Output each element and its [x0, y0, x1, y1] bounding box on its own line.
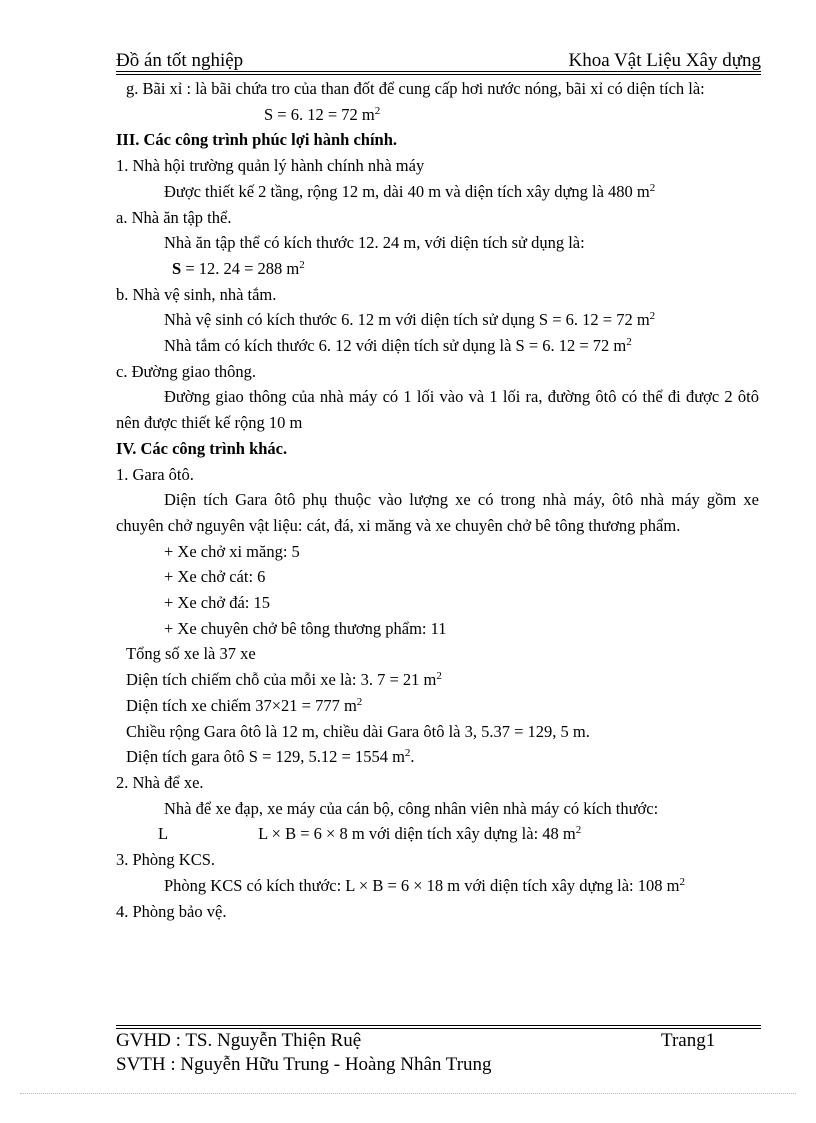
paragraph: g. Bãi xỉ : là bãi chứa tro của than đốt để cung cấp hơi nước nóng, bãi xỉ có diện tích là: — [126, 79, 705, 98]
footer-students: SVTH : Nguyễn Hữu Trung - Hoàng Nhân Trung — [116, 1054, 492, 1075]
list-item: + Xe chuyên chở bê tông thương phẩm: 11 — [164, 618, 447, 638]
paragraph: Diện tích chiếm chỗ của mỗi xe là: 3. 7 = 21 $m^2$ — [126, 670, 442, 690]
document-body — [116, 76, 759, 924]
paragraph: Chiều rộng Gara ôtô là 12 m, chiều dài Gara ôtô là 3, 5.37 = 129, 5 m. — [126, 721, 590, 741]
list-item: + Xe chở đá: 15 — [164, 593, 271, 613]
paragraph: Diện tích xe chiếm 37×21 = 777 $m^2$ — [126, 695, 363, 715]
page-footer — [116, 1029, 761, 1077]
subsection-heading: 1. Nhà hội trường quản lý hành chính nhà máy — [116, 156, 425, 176]
page-number: Trang1 — [661, 1030, 716, 1051]
paragraph: Tổng số xe là 37 xe — [126, 644, 256, 664]
page-header — [116, 50, 761, 73]
paragraph: Phòng KCS có kích thước: L × B = 6 × 18 m với diện tích xây dựng là: 108 $m^2$ — [164, 875, 685, 895]
header-left: Đồ án tốt nghiệp — [116, 50, 244, 71]
subsection-heading: a. Nhà ăn tập thể. — [116, 207, 232, 227]
formula: S = 6. 12 = 72 $m^2$ — [264, 104, 381, 124]
subsection-heading: 2. Nhà để xe. — [116, 772, 204, 792]
footer-rule — [116, 1025, 761, 1026]
paragraph: Đường giao thông của nhà máy có 1 lối vào và 1 lối ra, đường ôtô có thể đi được 2 ôtô nên được thiết kế rộng 10 m — [116, 387, 759, 433]
section-heading: III. Các công trình phúc lợi hành chính. — [116, 130, 398, 150]
subsection-heading: 3. Phòng KCS. — [116, 850, 216, 870]
header-rule — [116, 74, 761, 75]
paragraph: Được thiết kế 2 tầng, rộng 12 m, dài 40 m và diện tích xây dựng là 480 $m^2$ — [164, 181, 656, 201]
paragraph: Diện tích gara ôtô S = 129, 5.12 = 1554 $m^2$. — [126, 747, 415, 767]
page-edge — [20, 1093, 796, 1094]
footer-supervisor: GVHD : TS. Nguyễn Thiện Ruệ — [116, 1030, 362, 1051]
formula: S = 12. 24 = 288 $m^2$ — [172, 258, 305, 278]
section-heading: IV. Các công trình khác. — [116, 438, 288, 458]
paragraph: Nhà để xe đạp, xe máy của cán bộ, công nhân viên nhà máy có kích thước: — [164, 798, 659, 818]
paragraph: Nhà vệ sinh có kích thước 6. 12 m với diện tích sử dụng S = 6. 12 = 72 $m^2$ — [164, 310, 656, 330]
formula: L L × B = 6 × 8 m với diện tích xây dựng là: 48 $m^2$ — [158, 824, 582, 844]
paragraph: Nhà tắm có kích thước 6. 12 với diện tích sử dụng là S = 6. 12 = 72 $m^2$ — [164, 336, 632, 356]
subsection-heading: c. Đường giao thông. — [116, 361, 257, 381]
subsection-heading: b. Nhà vệ sinh, nhà tắm. — [116, 284, 277, 304]
list-item: + Xe chở xi măng: 5 — [164, 541, 300, 561]
header-right: Khoa Vật Liệu Xây dựng — [568, 50, 761, 71]
subsection-heading: 1. Gara ôtô. — [116, 464, 194, 484]
paragraph: Diện tích Gara ôtô phụ thuộc vào lượng xe có trong nhà máy, ôtô nhà máy gồm xe chuyên chở nguyên vật liệu: cát, đá, xi măng và xe chuyên chở bê tông thương phẩm. — [116, 490, 759, 535]
list-item: + Xe chở cát: 6 — [164, 567, 266, 587]
paragraph: Nhà ăn tập thể có kích thước 12. 24 m, với diện tích sử dụng là: — [164, 233, 585, 253]
subsection-heading: 4. Phòng bảo vệ. — [116, 901, 227, 921]
header-rule — [116, 71, 761, 72]
